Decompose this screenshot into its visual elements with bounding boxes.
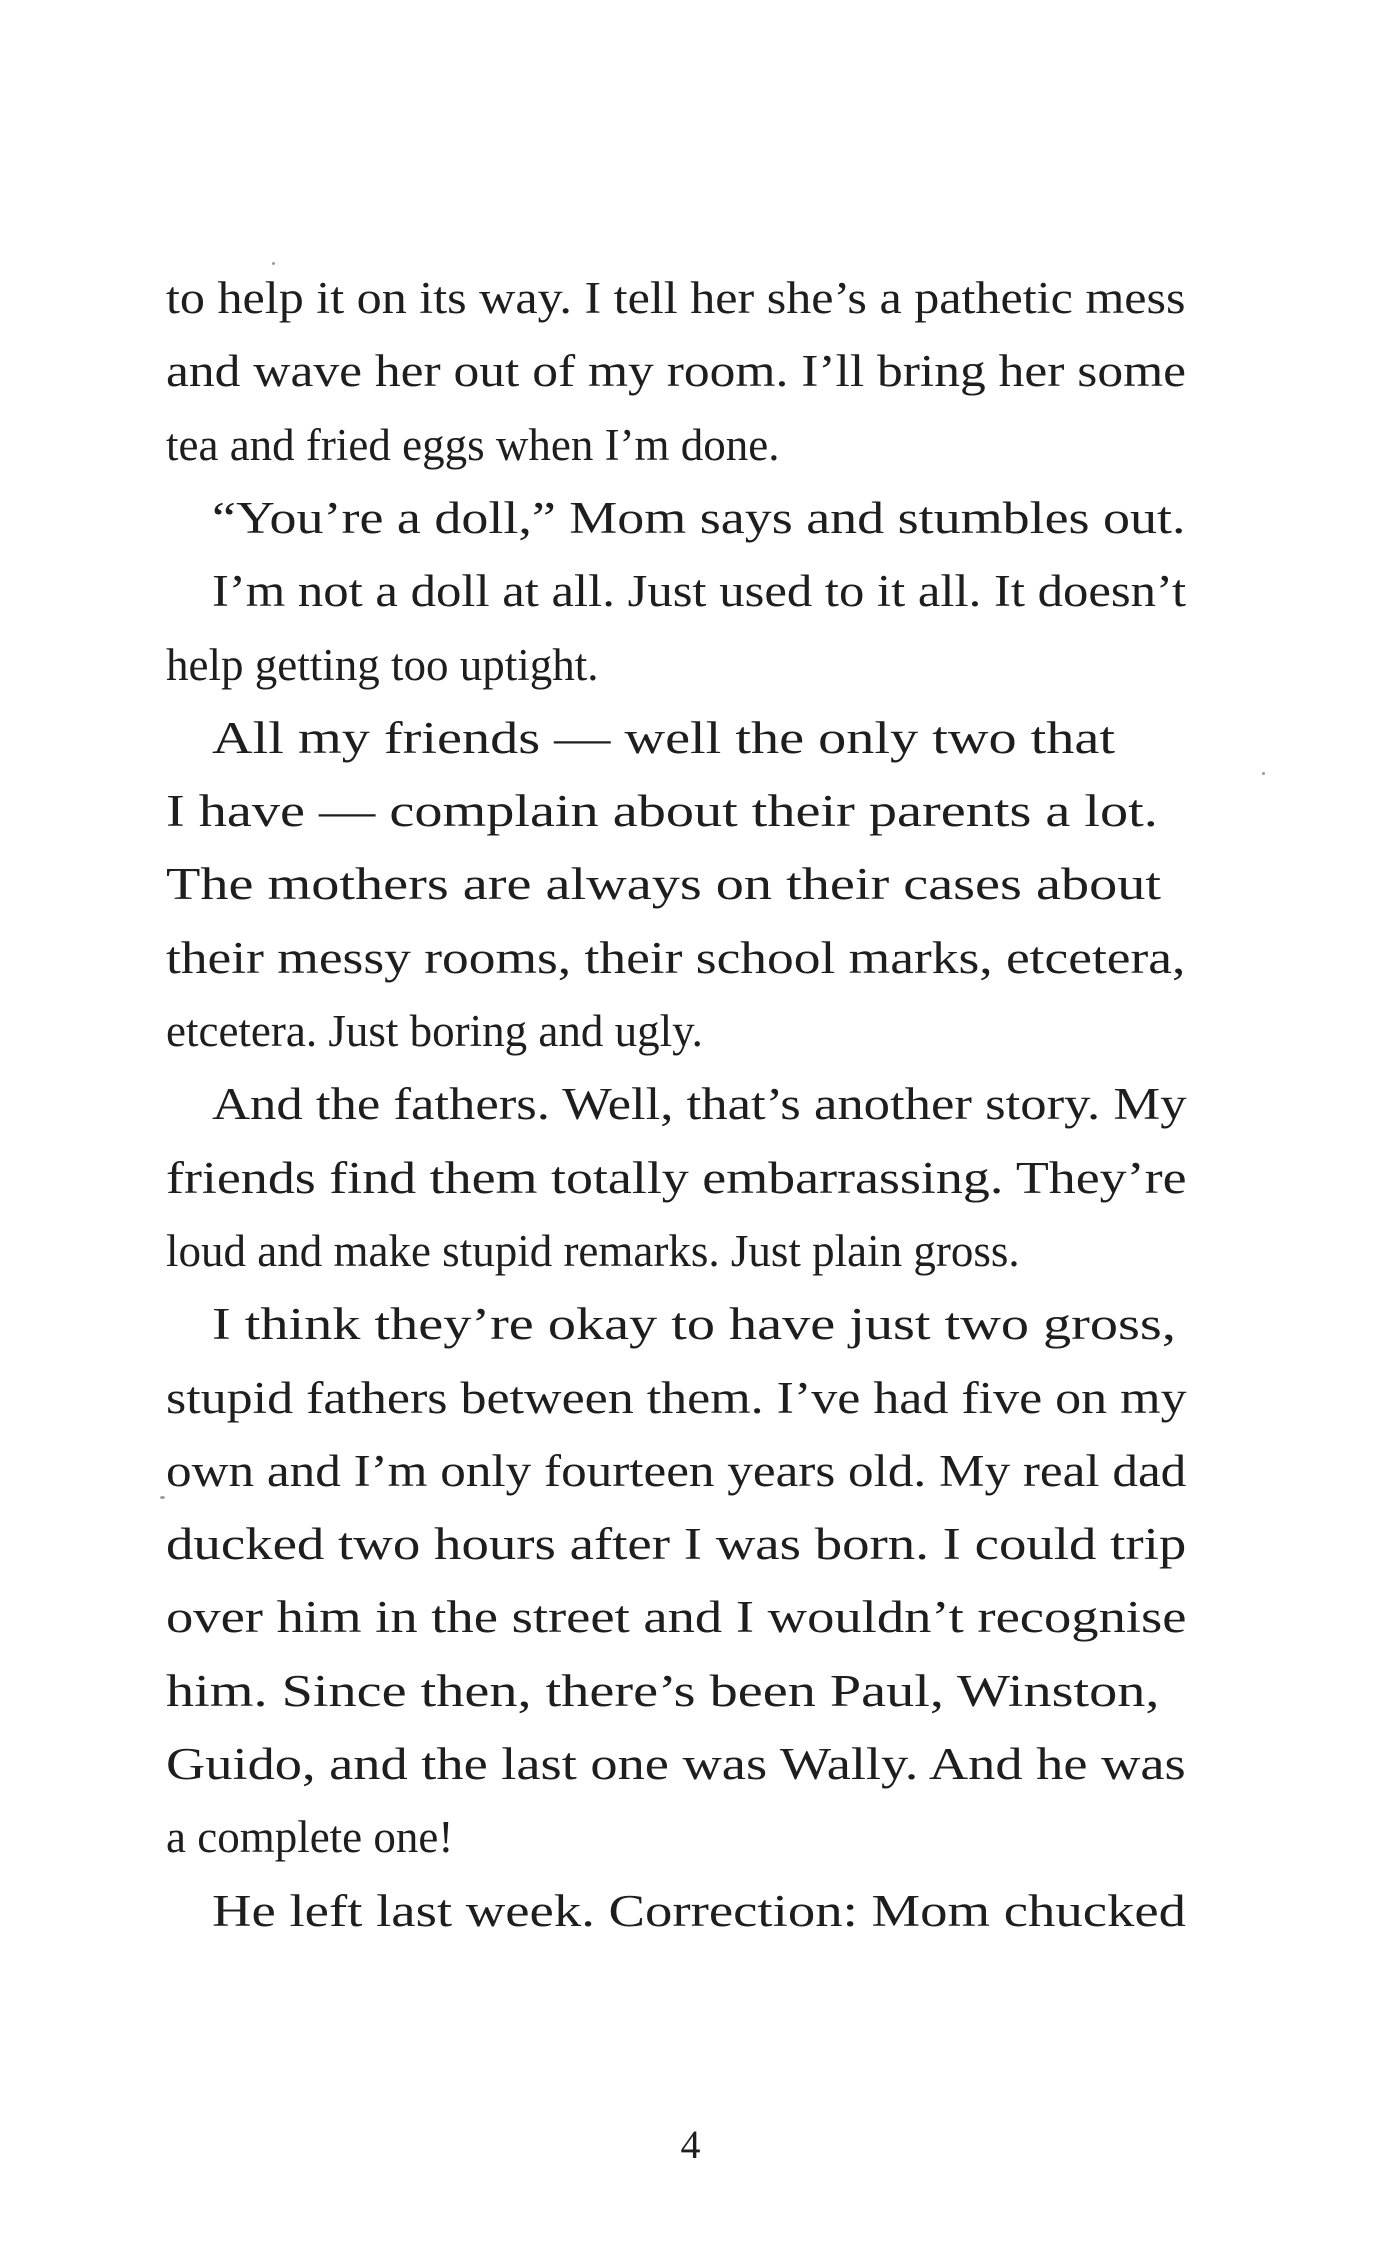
text-line: loud and make stupid remarks. Just plain gross.: [166, 1225, 1020, 1276]
text-line: ducked two hours after I was born. I could trip: [166, 1519, 1187, 1570]
text-line: I’m not a doll at all. Just used to it all. It doesn’t: [212, 566, 1187, 617]
text-line: and wave her out of my room. I’ll bring her some: [166, 346, 1187, 397]
text-line: to help it on its way. I tell her she’s a pathetic mess: [166, 273, 1186, 323]
text-line: etcetera. Just boring and ugly.: [166, 1006, 703, 1056]
scan-speck: [1262, 772, 1265, 775]
text-line: All my friends — well the only two that: [212, 712, 1116, 763]
text-line: stupid fathers between them. I’ve had five on my: [166, 1372, 1187, 1423]
text-line: “You’re a doll,” Mom says and stumbles out.: [212, 492, 1186, 543]
text-line: friends find them totally embarrassing. They’re: [166, 1152, 1187, 1203]
text-line: I think they’re okay to have just two gross,: [212, 1299, 1176, 1350]
text-line: over him in the street and I wouldn’t recognise: [166, 1592, 1187, 1643]
text-line: him. Since then, there’s been Paul, Winston,: [166, 1665, 1160, 1716]
text-line: I have — complain about their parents a lot.: [166, 786, 1158, 837]
text-line: He left last week. Correction: Mom chucked: [212, 1885, 1187, 1936]
text-line: a complete one!: [166, 1812, 454, 1863]
page-number: 4: [680, 2122, 701, 2167]
text-line: The mothers are always on their cases about: [166, 859, 1161, 910]
text-line: own and I’m only fourteen years old. My real dad: [166, 1445, 1187, 1496]
text-line: help getting too uptight.: [166, 639, 599, 690]
scan-speck: [272, 262, 275, 265]
text-line: And the fathers. Well, that’s another story. My: [212, 1079, 1187, 1130]
text-line: their messy rooms, their school marks, etcetera,: [166, 932, 1186, 983]
scan-speck: [160, 1496, 165, 1499]
text-line: Guido, and the last one was Wally. And he was: [166, 1739, 1186, 1789]
text-line: tea and fried eggs when I’m done.: [166, 419, 780, 470]
